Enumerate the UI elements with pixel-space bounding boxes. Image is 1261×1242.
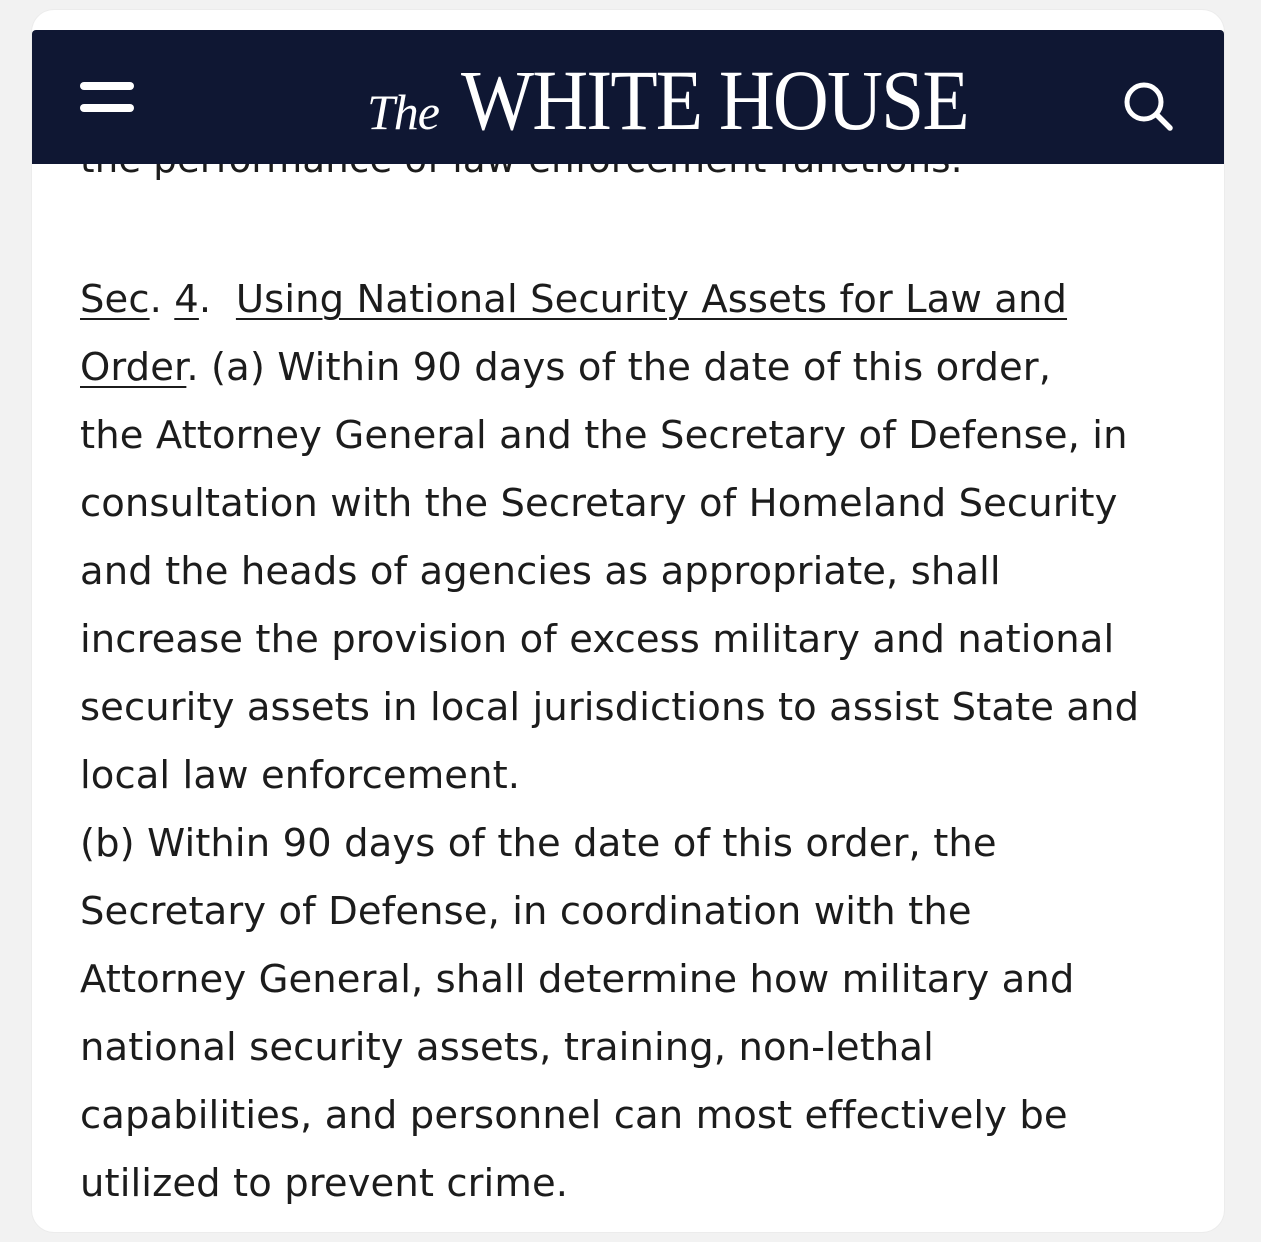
paragraph-line: national security assets, training, non-lethal: [80, 1025, 934, 1070]
site-logo[interactable]: [367, 50, 1024, 148]
paragraph-line: Attorney General, shall determine how military and: [80, 957, 1075, 1002]
hamburger-menu-icon[interactable]: [80, 78, 134, 116]
menu-bar-top: [80, 82, 134, 90]
site-header: [32, 30, 1224, 164]
paragraph-line: (b) Within 90 days of the date of this order, the: [80, 821, 997, 866]
page-card: [32, 10, 1224, 1232]
paragraph-line: local law enforcement.: [80, 753, 521, 798]
section-title-link[interactable]: Using National Security Assets for Law and: [235, 277, 1068, 322]
period: .: [149, 277, 175, 322]
paragraph-line: the Attorney General and the Secretary of Defense, in: [80, 413, 1128, 458]
search-icon[interactable]: [1118, 76, 1178, 136]
menu-bar-bottom: [80, 104, 134, 112]
section-number-link[interactable]: 4: [174, 277, 199, 322]
paragraph-line: (a) Within 90 days of the date of this order,: [198, 345, 1052, 390]
section-4-paragraph-a: [80, 266, 1190, 810]
paragraph-line: consultation with the Secretary of Homeland Security: [80, 481, 1118, 526]
paragraph-line: Secretary of Defense, in coordination with the: [80, 889, 972, 934]
article-body: [80, 266, 1190, 1218]
period: .: [186, 345, 199, 390]
brand-name: WHITE HOUSE: [461, 52, 968, 148]
paragraph-line: security assets in local jurisdictions to assist State and: [80, 685, 1140, 730]
section-title-link-cont[interactable]: Order: [80, 345, 187, 390]
paragraph-line: capabilities, and personnel can most effectively be: [80, 1093, 1068, 1138]
sec-link[interactable]: Sec: [80, 277, 150, 322]
brand-prefix: The: [367, 84, 439, 140]
paragraph-line: increase the provision of excess military and national: [80, 617, 1115, 662]
section-4-paragraph-b: [80, 810, 1190, 1218]
paragraph-line: utilized to prevent crime.: [80, 1161, 569, 1206]
paragraph-line: and the heads of agencies as appropriate, shall: [80, 549, 1001, 594]
period: .: [198, 277, 236, 322]
